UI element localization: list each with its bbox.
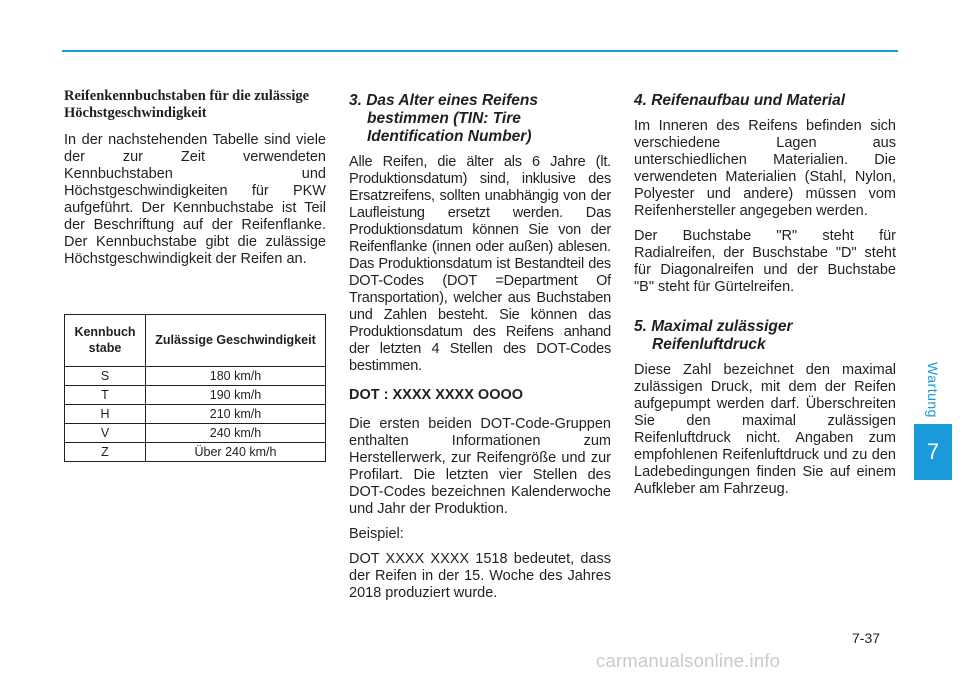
max-pressure-heading: 5. Maximal zulässiger Reifenluftdruck <box>634 318 793 353</box>
speed-rating-text: In der nachstehenden Tabelle sind viele der zur Zeit verwendeten Kennbuchstaben und Höchstgeschwindigkeiten für PKW aufgeführt. Der Kennbuchstabe ist Teil der Beschriftung auf der Reifenflanke. Der Kennbuchstabe gibt die zulässige Höchstgeschwindigkeit der Reifen an. <box>64 132 326 267</box>
header-rule <box>62 50 898 52</box>
table-cell-letter: Z <box>65 443 146 462</box>
table-header-row <box>65 315 326 367</box>
chapter-side-label <box>914 360 952 420</box>
dot-code-groups-text: Die ersten beiden DOT-Code-Gruppen enthalten Informationen zum Herstellerwerk, zur Reifengröße und zur Profilart. Die letzten vier Stellen des DOT-Codes bezeichnen Kalenderwoche und Jahr der Produktion. <box>349 416 611 517</box>
table-cell-speed: 210 km/h <box>146 405 326 424</box>
dot-code-format: DOT : XXXX XXXX OOOO <box>349 387 524 403</box>
speed-rating-heading: Reifenkennbuchstaben für die zulässige Höchstgeschwindigkeit <box>64 88 310 121</box>
table-cell-speed: 240 km/h <box>146 424 326 443</box>
tire-type-letters-text: Der Buchstabe "R" steht für Radialreifen, der Buschstabe "D" steht für Diagonalreifen und der Buchstabe "B" steht für Gürtelreifen. <box>634 228 896 295</box>
table-header-speed: Zulässige Geschwindigkeit <box>146 315 326 367</box>
column-left <box>64 88 326 276</box>
table-row <box>65 367 326 386</box>
table-row <box>65 386 326 405</box>
chapter-number-tab: 7 <box>914 424 952 480</box>
column-right <box>634 92 896 506</box>
page-number: 7-37 <box>852 630 881 646</box>
speed-rating-table <box>64 314 326 462</box>
table-header-letter: Kennbuch stabe <box>65 315 146 367</box>
table-cell-speed: 180 km/h <box>146 367 326 386</box>
example-label: Beispiel: <box>349 526 404 542</box>
chapter-title: Wartung <box>925 362 941 418</box>
table-row <box>65 424 326 443</box>
example-text: DOT XXXX XXXX 1518 bedeutet, dass der Reifen in der 15. Woche des Jahres 2018 produziert wurde. <box>349 551 611 601</box>
tire-age-text: Alle Reifen, die älter als 6 Jahre (lt. Produktionsdatum) sind, inklusive des Ersatzreifens, sollten unabhängig von der Laufleistung ersetzt werden. Das Produktionsdatum können Sie von der Reifenflanke (innen oder außen) ablesen. Das Produktionsdatum ist Bestandteil des DOT-Codes (DOT =Department Of Transportation), welcher aus Buchstaben und Zahlen besteht. Sie können das Produktionsdatum des Reifens anhand der letzten 4 Stellen des DOT-Codes bestimmen. <box>349 154 611 374</box>
max-pressure-text: Diese Zahl bezeichnet den maximal zulässigen Druck, mit dem der Reifen aufgepumpt werden darf. Überschreiten Sie den maximal zulässigen Reifenluftdruck nicht. Angaben zum empfohlenen Reifenluftdruck und zu den Ladebedingungen finden Sie auf einem Aufkleber am Fahrzeug. <box>634 362 896 497</box>
column-middle <box>349 92 611 610</box>
table-cell-letter: S <box>65 367 146 386</box>
table-cell-speed: Über 240 km/h <box>146 443 326 462</box>
tire-construction-text: Im Inneren des Reifens befinden sich verschiedene Lagen aus unterschiedlichen Materialien. Die verwendeten Materialien (Stahl, Nylon, Polyester und andere) müssen vom Reifenhersteller angegeben werden. <box>634 118 896 219</box>
tire-age-heading: 3. Das Alter eines Reifens bestimmen (TIN: Tire Identification Number) <box>349 92 538 145</box>
table-cell-letter: T <box>65 386 146 405</box>
table-cell-letter: V <box>65 424 146 443</box>
tire-construction-heading: 4. Reifenaufbau und Material <box>634 92 846 109</box>
table-cell-speed: 190 km/h <box>146 386 326 405</box>
watermark: carmanualsonline.info <box>596 650 781 671</box>
table-cell-letter: H <box>65 405 146 424</box>
table-row <box>65 443 326 462</box>
table-row <box>65 405 326 424</box>
